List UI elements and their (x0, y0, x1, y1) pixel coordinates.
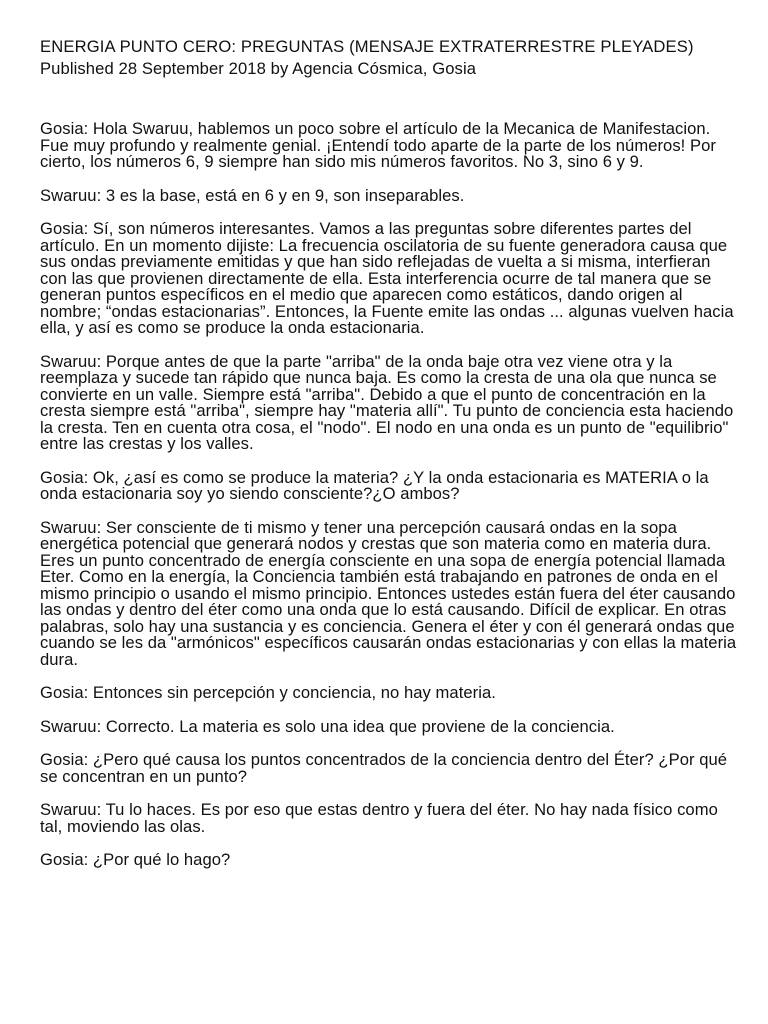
paragraph: Gosia: Ok, ¿así es como se produce la materia? ¿Y la onda estacionaria es MATERIA o la onda estacionaria soy yo siendo consciente?¿O ambos? (40, 467, 709, 503)
document-title: ENERGIA PUNTO CERO: PREGUNTAS (MENSAJE EXTRATERRESTRE PLEYADES) (40, 37, 694, 56)
paragraph: Swaruu: Ser consciente de ti mismo y tener una percepción causará ondas en la sopa energética potencial que generará nodos y crestas que son materia como en materia dura. Eres un punto concentrado de energía consciente en una sopa de energía potencial llamada Eter. Como en la energía, la Conciencia también está trabajando en patrones de onda en el mismo principio o usando el mismo principio. Entonces ustedes están fuera del éter causando las ondas y dentro del éter como una onda que lo está causando. Difícil de explicar. En otras palabras, solo hay una sustancia y es conciencia. Genera el éter y con él generará ondas que cuando se les da "armónicos" específicos causarán ondas estacionarias y con ellas la materia dura. (40, 517, 737, 669)
document-page (40, 34, 740, 886)
paragraph: Gosia: ¿Pero qué causa los puntos concentrados de la conciencia dentro del Éter? ¿Por qué se concentran en un punto? (40, 750, 728, 786)
paragraph: Swaruu: Tu lo haces. Es por eso que estas dentro y fuera del éter. No hay nada físico como tal, moviendo las olas. (40, 800, 718, 836)
paragraph: Swaruu: Correcto. La materia es solo una idea que proviene de la conciencia. (40, 716, 615, 736)
paragraph: Swaruu: 3 es la base, está en 6 y en 9, son inseparables. (40, 185, 465, 205)
paragraph: Gosia: Sí, son números interesantes. Vamos a las preguntas sobre diferentes partes del artículo. En un momento dijiste: La frecuencia oscilatoria de su fuente generadora causa que sus ondas previamente emitidas y que han sido reflejadas de vuelta a si misma, interfieran con las que provienen directamente de ella. Esta interferencia ocurre de tal manera que se generan puntos específicos en el medio que aparecen como estáticos, dando origen al nombre; “ondas estacionarias”. Entonces, la Fuente emite las ondas ... algunas vuelven hacia ella, y así es como se produce la onda estacionaria. (40, 219, 734, 337)
paragraph: Gosia: ¿Por qué lo hago? (40, 850, 231, 869)
paragraph: Swaruu: Porque antes de que la parte "arriba" de la onda baje otra vez viene otra y la reemplaza y sucede tan rápido que nunca baja. Es como la cresta de una ola que nunca se convierte en un valle. Siempre está "arriba". Debido a que el punto de concentración en la cresta siempre está "arriba", siempre hay "materia allí". Tu punto de conciencia esta haciendo la cresta. Ten en cuenta otra cosa, el "nodo". El nodo en una onda es un punto de "equilibrio" entre las crestas y los valles. (40, 351, 734, 453)
document-body (40, 121, 740, 869)
paragraph: Gosia: Entonces sin percepción y conciencia, no hay materia. (40, 683, 496, 702)
document-byline: Published 28 September 2018 by Agencia Cósmica, Gosia (40, 59, 477, 78)
paragraph: Gosia: Hola Swaruu, hablemos un poco sobre el artículo de la Mecanica de Manifestacion. Fue muy profundo y realmente genial. ¡Entendí todo aparte de la parte de los números! Por cierto, los números 6, 9 siempre han sido mis números favoritos. No 3, sino 6 y 9. (40, 119, 716, 171)
